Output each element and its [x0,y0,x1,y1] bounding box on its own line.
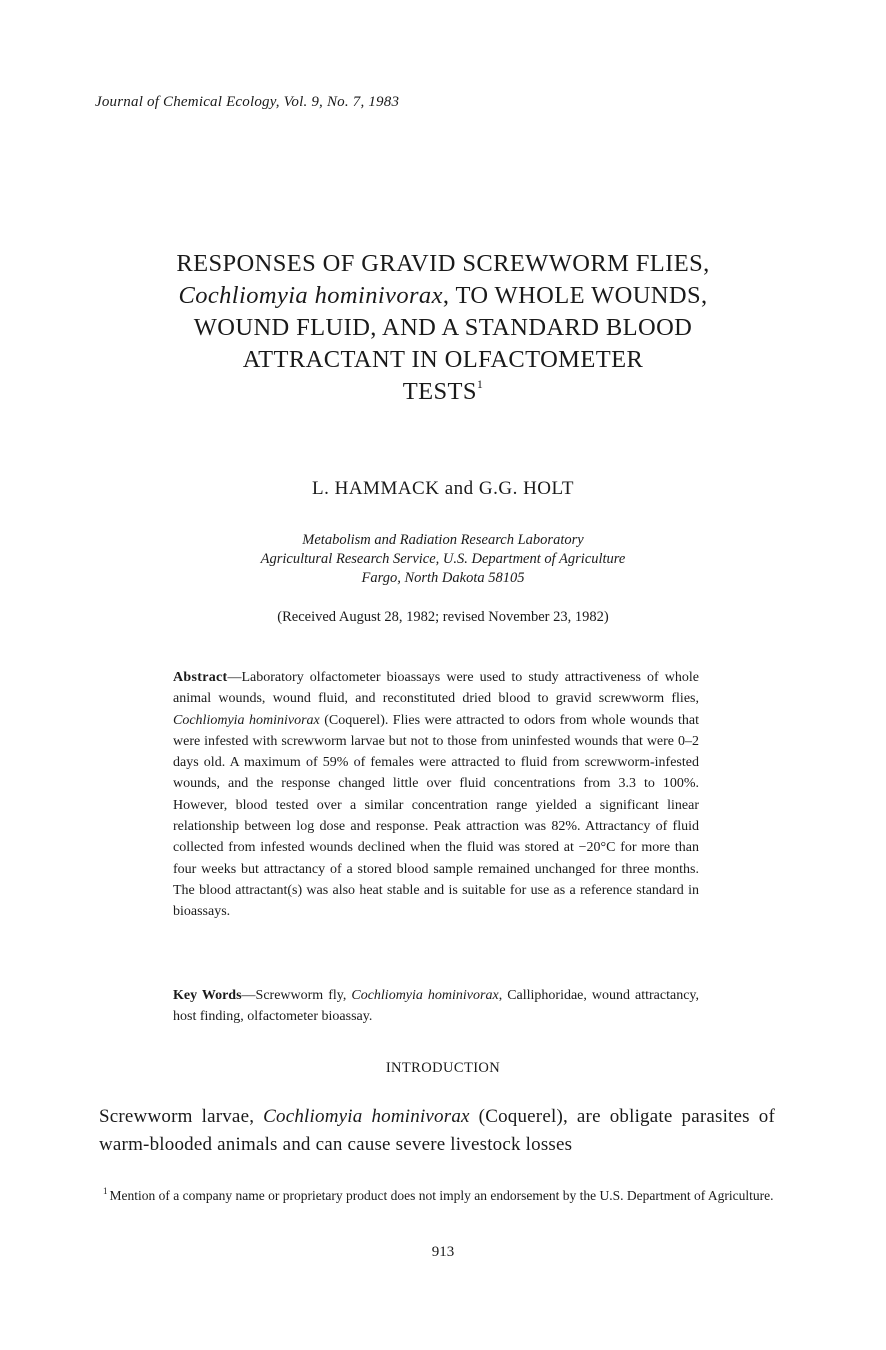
abstract-label: Abstract [173,670,228,685]
abstract [173,667,699,923]
title-line-3: WOUND FLUID, AND A STANDARD BLOOD [193,314,693,341]
journal-header: Journal of Chemical Ecology, Vol. 9, No. 7, 1983 [95,94,400,110]
keywords-species: Cochliomyia hominivorax [351,988,499,1003]
abstract-text-2: (Coquerel). Flies were attracted to odors from whole wounds that were infested with screwworm larvae but not to those from uninfested wounds that were 0–2 days old. A maximum of 59% of females were attracted to fluid from screwworm-infested wounds, and the response changed little over fluid concentrations from 3.3 to 100%. However, blood tested over a similar concentration range yielded a significant linear relationship between log dose and response. Peak attraction was 82%. Attractancy of fluid collected from infested wounds declined when the fluid was stored at −20°C for more than four weeks but attractancy of a stored blood sample remained unchanged for three months. The blood attractant(s) was also heat stable and is suitable for use as a reference standard in bioassays. [173,712,699,920]
title-species: Cochliomyia hominivorax [178,282,443,309]
authors: L. HAMMACK and G.G. HOLT [312,478,574,499]
affiliation-line-1: Metabolism and Radiation Research Laboratory [302,532,584,548]
keywords-text-2: , Calliphoridae, wound attractancy, host finding, olfactometer bioassay. [173,988,700,1025]
title-footnote-marker: 1 [476,376,484,391]
keywords-text-1: Screwworm fly, [255,988,352,1003]
body-paragraph [99,1103,775,1159]
footnote [103,1186,781,1206]
abstract-species: Cochliomyia hominivorax [173,712,320,728]
keywords-dash: — [241,988,256,1003]
title-line-5-text: TESTS [402,378,477,405]
body-text-2: (Coquerel), are obligate parasites of warm-blooded animals and can cause severe livestock losses [99,1106,775,1155]
section-heading-introduction: INTRODUCTION [385,1060,501,1076]
abstract-text-1: Laboratory olfactometer bioassays were used to study attractiveness of whole animal wounds, wound fluid, and reconstituted dried blood to gravid screwworm flies, [173,670,699,707]
affiliation [100,531,786,588]
body-text-1: Screwworm larvae, [99,1106,264,1127]
title-line-4: ATTRACTANT IN OLFACTOMETER [242,346,644,373]
abstract-dash: — [227,670,242,685]
keywords-label: Key Words [173,988,242,1003]
title-line-5 [100,376,786,408]
article-title [100,248,786,408]
footnote-text: Mention of a company name or proprietary product does not imply an endorsement by the U.S. Department of Agriculture. [109,1188,774,1203]
title-line-2 [100,280,786,312]
footnote-marker: 1 [103,1185,108,1196]
body-species: Cochliomyia hominivorax [263,1106,470,1127]
title-line-1: RESPONSES OF GRAVID SCREWWORM FLIES, [176,250,710,277]
title-line-2-rest: , TO WHOLE WOUNDS, [442,282,708,309]
key-words [173,985,699,1028]
page-number: 913 [431,1244,455,1260]
affiliation-line-2: Agricultural Research Service, U.S. Department of Agriculture [260,551,626,567]
received-dates: (Received August 28, 1982; revised November 23, 1982) [277,609,609,625]
affiliation-line-3: Fargo, North Dakota 58105 [361,570,525,586]
